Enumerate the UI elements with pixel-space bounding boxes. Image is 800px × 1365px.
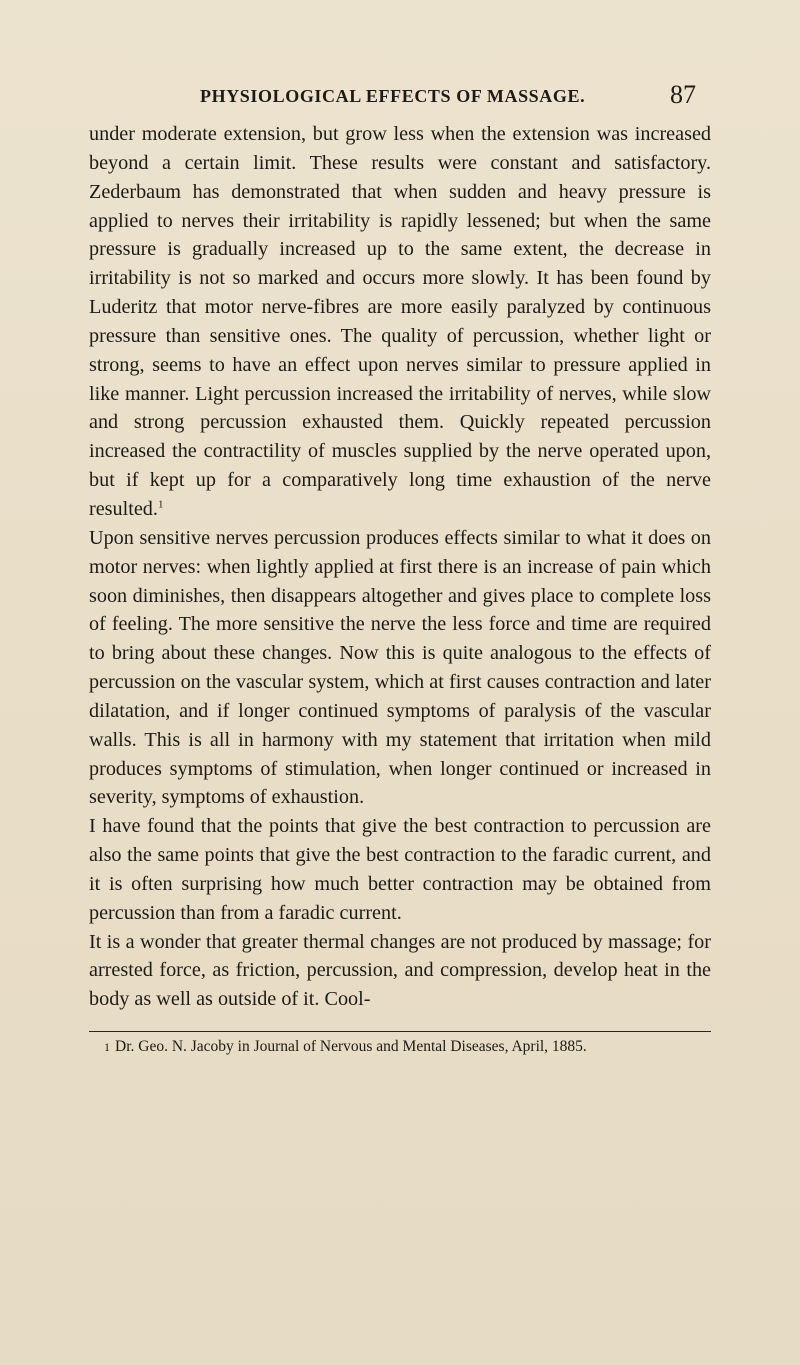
body-text — [89, 120, 711, 1014]
footnote — [104, 1037, 724, 1057]
paragraph-4: It is a wonder that greater thermal changes are not produced by massage; for arrested force, as friction, percussion, and compression, develop heat in the body as well as outside of it. Cool- — [89, 930, 711, 1011]
paragraph-1-text: under moderate extension, but grow less when the extension was increased beyond a certain limit. These results were constant and satisfactory. Zederbaum has demonstrated that when sudden and heavy pressure is applied to nerves their irritability is rapidly lessened; but when the same pressure is gradually increased up to the same extent, the decrease in irritability is not so marked and occurs more slowly. It has been found by Luderitz that motor nerve-fibres are more easily paralyzed by continuous pressure than sensitive ones. The quality of percussion, whether light or strong, seems to have an effect upon nerves similar to pressure applied in like manner. Light percussion increased the irritability of nerves, while slow and strong percussion exhausted them. Quickly repeated percussion increased the contractility of muscles supplied by the nerve operated upon, but if kept up for a comparatively long time exhaustion of the nerve resulted. — [89, 123, 711, 520]
paragraph-1 — [89, 120, 711, 524]
footnote-mark: 1 — [104, 1040, 110, 1054]
footnote-divider — [89, 1031, 711, 1032]
paragraph-3: I have found that the points that give the best contraction to percussion are also the same points that give the best contraction to the faradic current, and it is often surprising how much better contraction may be obtained from percussion than from a faradic current. — [89, 815, 711, 924]
page-number: 87 — [670, 80, 696, 109]
footnote-reference: 1 — [157, 498, 164, 511]
footnote-text: Dr. Geo. N. Jacoby in Journal of Nervous and Mental Diseases, April, 1885. — [115, 1038, 587, 1055]
paragraph-2: Upon sensitive nerves percussion produces effects similar to what it does on motor nerves: when lightly applied at first there is an increase of pain which soon diminishes, then disappears altogether and gives place to complete loss of feeling. The more sensitive the nerve the less force and time are required to bring about these changes. Now this is quite analogous to the effects of percussion on the vascular system, which at first causes contraction and later dilatation, and if longer continued symptoms of paralysis of the vascular walls. This is all in harmony with my statement that irritation when mild produces symptoms of stimulation, when longer continued or increased in severity, symptoms of exhaustion. — [89, 526, 711, 809]
page-header — [0, 80, 800, 114]
running-head: PHYSIOLOGICAL EFFECTS OF MASSAGE. — [200, 86, 586, 106]
